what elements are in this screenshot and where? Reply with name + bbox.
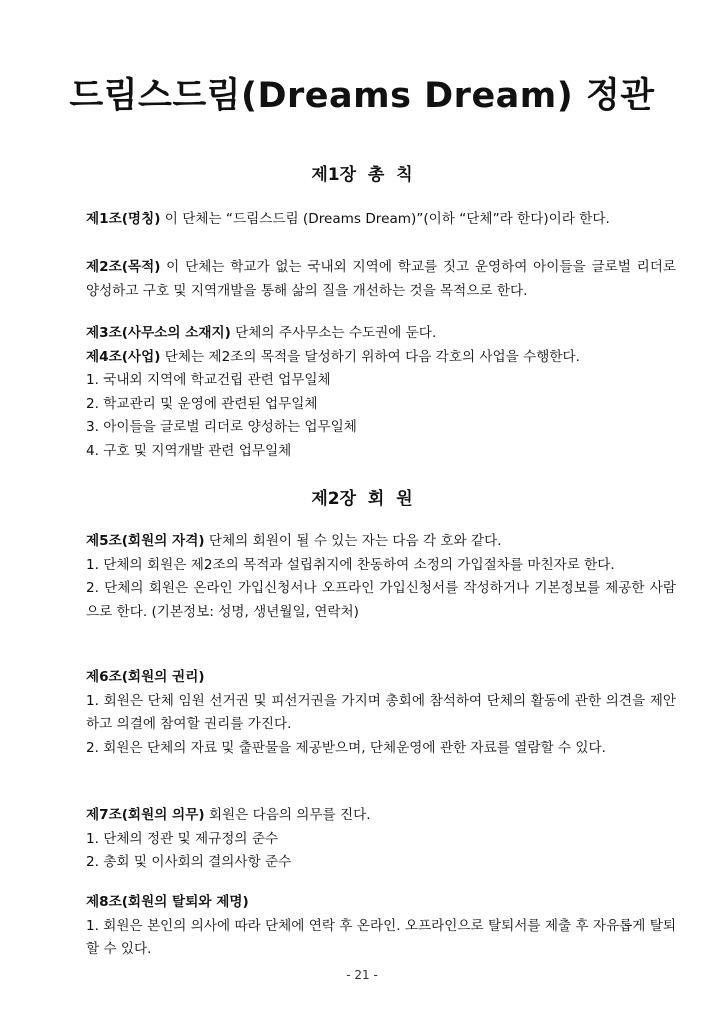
article-7-item-2: 2. 총회 및 이사회의 결의사항 준수 bbox=[86, 854, 292, 870]
article-1-head: 제1조(명칭) bbox=[86, 211, 161, 227]
article-8-item-1: 1. 회원은 본인의 의사에 따라 단체에 연락 후 온라인. 오프라인으로 탈퇴서를 제출 후 자유롭게 탈퇴할 수 있다. bbox=[86, 917, 676, 957]
article-1-text: 이 단체는 “드림스드림 (Dreams Dream)”(이하 “단체”라 한다)이라 한다. bbox=[160, 211, 610, 227]
article-7-text: 회원은 다음의 의무를 진다. bbox=[204, 807, 371, 823]
article-8 bbox=[86, 891, 676, 962]
article-7-head: 제7조(회원의 의무) bbox=[86, 807, 205, 823]
article-1 bbox=[86, 208, 676, 232]
article-4-item-1: 1. 국내외 지역에 학교건립 관련 업무일체 bbox=[86, 372, 331, 388]
article-3-head: 제3조(사무소의 소재지) bbox=[86, 325, 231, 341]
article-4-item-4: 4. 구호 및 지역개발 관련 업무일체 bbox=[86, 442, 292, 459]
chapter-2-heading: 제2장 회 원 bbox=[311, 489, 413, 509]
article-6-head: 제6조(회원의 권리) bbox=[86, 669, 205, 685]
article-4-text: 단체는 제2조의 목적을 달성하기 위하여 다음 각호의 사업을 수행한다. bbox=[160, 348, 580, 365]
article-3-text: 단체의 주사무소는 수도권에 둔다. bbox=[230, 325, 437, 341]
article-8-head: 제8조(회원의 탈퇴와 제명) bbox=[86, 894, 249, 910]
article-5-item-2: 2. 단체의 회원은 온라인 가입신청서나 오프라인 가입신청서를 작성하거나 기본정보를 제공한 사람으로 한다. (기본정보: 성명, 생년월일, 연락처) bbox=[86, 580, 676, 620]
article-5-item-1: 1. 단체의 회원은 제2조의 목적과 설립취지에 찬동하여 소정의 가입절차를 마친자로 한다. bbox=[86, 556, 615, 573]
article-2 bbox=[86, 256, 676, 303]
articles-3-4 bbox=[86, 322, 676, 463]
article-6-item-2: 2. 회원은 단체의 자료 및 출판물을 제공받으며, 단체운영에 관한 자료를 열람할 수 있다. bbox=[86, 739, 606, 756]
article-4-item-2: 2. 학교관리 및 운영에 관련된 업무일체 bbox=[86, 395, 318, 412]
article-7 bbox=[86, 804, 676, 875]
document-title: 드림스드림(Dreams Dream) 정관 bbox=[69, 76, 655, 116]
article-5-head: 제5조(회원의 자격) bbox=[86, 533, 205, 549]
article-6-item-1: 1. 회원은 단체 임원 선거권 및 피선거권을 가지며 총회에 참석하여 단체의 활동에 관한 의견을 제안하고 의결에 참여할 권리를 가진다. bbox=[86, 692, 676, 732]
article-5-text: 단체의 회원이 될 수 있는 자는 다음 각 호와 같다. bbox=[204, 533, 502, 549]
page-number: - 21 - bbox=[346, 968, 378, 982]
article-5 bbox=[86, 530, 676, 624]
chapter-1-heading: 제1장 총 칙 bbox=[311, 165, 413, 185]
article-2-head: 제2조(목적) bbox=[86, 259, 161, 275]
article-7-item-1: 1. 단체의 정관 및 제규정의 준수 bbox=[86, 830, 279, 847]
article-6 bbox=[86, 666, 676, 760]
article-4-item-3: 3. 아이들을 글로벌 리더로 양성하는 업무일체 bbox=[86, 419, 357, 435]
article-4-head: 제4조(사업) bbox=[86, 348, 161, 365]
article-2-text: 이 단체는 학교가 없는 국내외 지역에 학교를 짓고 운영하여 아이들을 글로벌 리더로 양성하고 구호 및 지역개발을 통해 삶의 질을 개선하는 것을 목적으로 한다. bbox=[86, 259, 676, 299]
